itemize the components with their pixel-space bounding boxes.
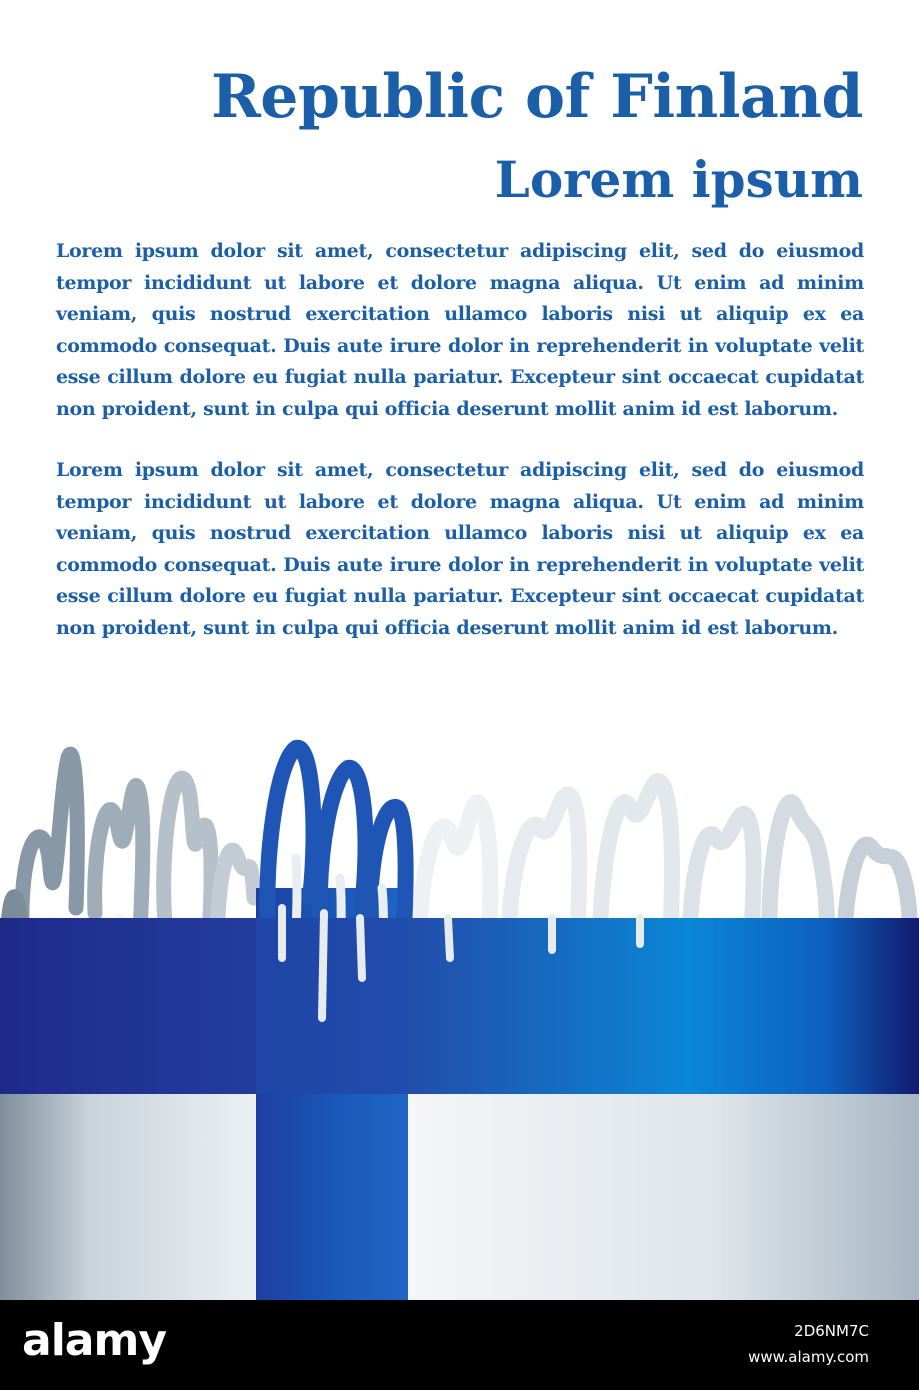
scribble-left-1 xyxy=(22,754,77,928)
drip-band-3 xyxy=(360,918,362,978)
page-subtitle: Lorem ipsum xyxy=(494,150,863,209)
flag-field-left xyxy=(0,1094,256,1300)
scribble-left-2 xyxy=(95,786,143,933)
flag-cross-horizontal xyxy=(0,918,919,1094)
body-paragraph-2: Lorem ipsum dolor sit amet, consectetur adipiscing elit, sed do eiusmod tempor incididunt ut labore et dolore magna aliqua. Ut enim ad minim veniam, quis nostrud exercitation ullamco laboris nisi ut aliquip ex ea commodo consequat. Duis aute irure dolor in reprehenderit in voluptate velit esse cillum dolore eu fugiat nulla pariatur. Excepteur sint occaecat cupidatat non proident, sunt in culpa qui officia deserunt mollit anim id est laborum. xyxy=(56,459,864,639)
drip-band-4 xyxy=(448,918,450,958)
body-paragraph-1: Lorem ipsum dolor sit amet, consectetur adipiscing elit, sed do eiusmod tempor incididunt ut labore et dolore magna aliqua. Ut enim ad minim veniam, quis nostrud exercitation ullamco laboris nisi ut aliquip ex ea commodo consequat. Duis aute irure dolor in reprehenderit in voluptate velit esse cillum dolore eu fugiat nulla pariatur. Excepteur sint occaecat cupidatat non proident, sunt in culpa qui officia deserunt mollit anim id est laborum. xyxy=(56,240,864,420)
page-title: Republic of Finland xyxy=(210,62,863,132)
footer-url: www.alamy.com xyxy=(748,1348,869,1366)
drip-band-2 xyxy=(322,913,324,1018)
brand-logo: alamy xyxy=(22,1315,166,1366)
finland-flag-graphic xyxy=(0,718,919,1300)
image-id-label: 2D6NM7C xyxy=(794,1322,869,1340)
scribble-left-3 xyxy=(164,778,211,923)
flag-field-right xyxy=(408,1094,919,1300)
